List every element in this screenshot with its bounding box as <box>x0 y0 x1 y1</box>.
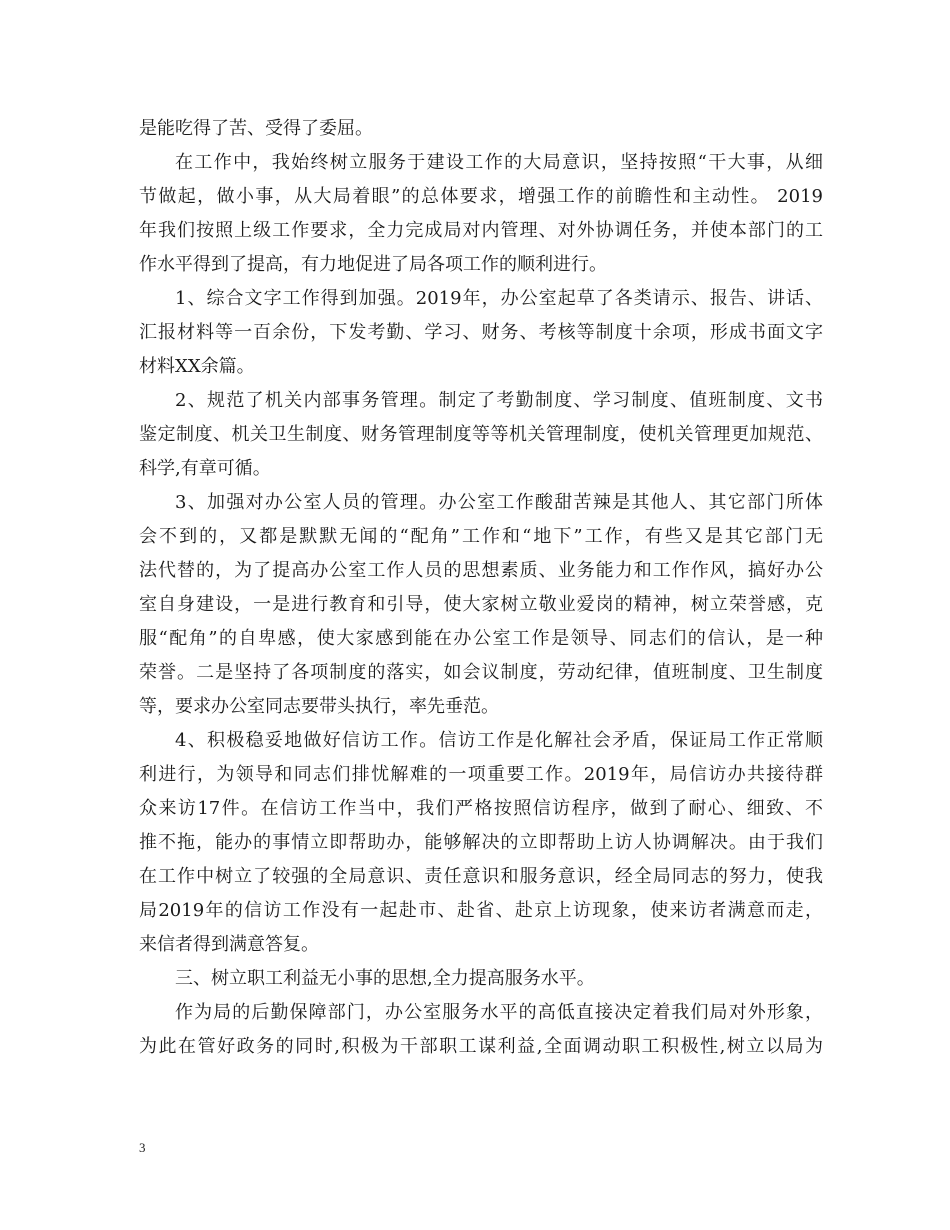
paragraph-line: 作水平得到了提高，有力地促进了局各项工作的顺利进行。 <box>139 254 607 275</box>
paragraph-line: 材料XX余篇。 <box>139 356 255 377</box>
page-number: 3 <box>139 1140 146 1155</box>
paragraph-line: 节做起，做小事，从大局着眼”的总体要求，增强工作的前瞻性和主动性。 2019 <box>139 186 823 207</box>
paragraph-line: 法代替的，为了提高办公室工作人员的思想素质、业务能力和工作作风，搞好办公 <box>139 560 823 581</box>
paragraph-line: 1、综合文字工作得到加强。2019年，办公室起草了各类请示、报告、讲话、 <box>175 288 823 309</box>
paragraph-line: 会不到的，又都是默默无闻的“配角”工作和“地下”工作，有些又是其它部门无 <box>139 526 823 547</box>
paragraph-line: 众来访17件。在信访工作当中，我们严格按照信访程序，做到了耐心、细致、不 <box>139 798 823 819</box>
paragraph-line: 在工作中，我始终树立服务于建设工作的大局意识，坚持按照“干大事，从细 <box>175 152 823 173</box>
paragraph-line: 为此在管好政务的同时,积极为干部职工谋利益,全面调动职工积极性,树立以局为 <box>139 1036 823 1057</box>
paragraph-line: 年我们按照上级工作要求，全力完成局对内管理、对外协调任务，并使本部门的工 <box>139 220 823 241</box>
paragraph-line: 3、加强对办公室人员的管理。办公室工作酸甜苦辣是其他人、其它部门所体 <box>175 492 823 513</box>
paragraph-line: 是能吃得了苦、受得了委屈。 <box>139 118 373 139</box>
paragraph-line: 室自身建设，一是进行教育和引导，使大家树立敬业爱岗的精神，树立荣誉感，克 <box>139 594 823 615</box>
paragraph-line: 2、规范了机关内部事务管理。制定了考勤制度、学习制度、值班制度、文书 <box>175 390 823 411</box>
paragraph-line: 服“配角”的自卑感，使大家感到能在办公室工作是领导、同志们的信认，是一种 <box>139 628 823 649</box>
document-body <box>139 112 823 1064</box>
paragraph-line: 作为局的后勤保障部门，办公室服务水平的高低直接决定着我们局对外形象， <box>175 1002 823 1023</box>
paragraph-line: 在工作中树立了较强的全局意识、责任意识和服务意识，经全局同志的努力，使我 <box>139 866 823 887</box>
paragraph-line: 荣誉。二是坚持了各项制度的落实，如会议制度，劳动纪律，值班制度、卫生制度 <box>139 662 823 683</box>
paragraph-line: 局2019年的信访工作没有一起赴市、赴省、赴京上访现象，使来访者满意而走， <box>139 900 823 921</box>
paragraph-line: 4、积极稳妥地做好信访工作。信访工作是化解社会矛盾，保证局工作正常顺 <box>175 730 823 751</box>
paragraph-line: 来信者得到满意答复。 <box>139 934 319 955</box>
section-heading: 三、树立职工利益无小事的思想,全力提高服务水平。 <box>175 968 595 989</box>
paragraph-line: 科学,有章可循。 <box>139 458 271 479</box>
paragraph-line: 等，要求办公室同志要带头执行，率先垂范。 <box>139 696 499 717</box>
paragraph-line: 利进行，为领导和同志们排忧解难的一项重要工作。2019年，局信访办共接待群 <box>139 764 823 785</box>
paragraph-line: 鉴定制度、机关卫生制度、财务管理制度等等机关管理制度，使机关管理更加规范、 <box>139 424 823 445</box>
paragraph-line: 推不拖，能办的事情立即帮助办，能够解决的立即帮助上访人协调解决。由于我们 <box>139 832 823 853</box>
paragraph-line: 汇报材料等一百余份，下发考勤、学习、财务、考核等制度十余项，形成书面文字 <box>139 322 823 343</box>
